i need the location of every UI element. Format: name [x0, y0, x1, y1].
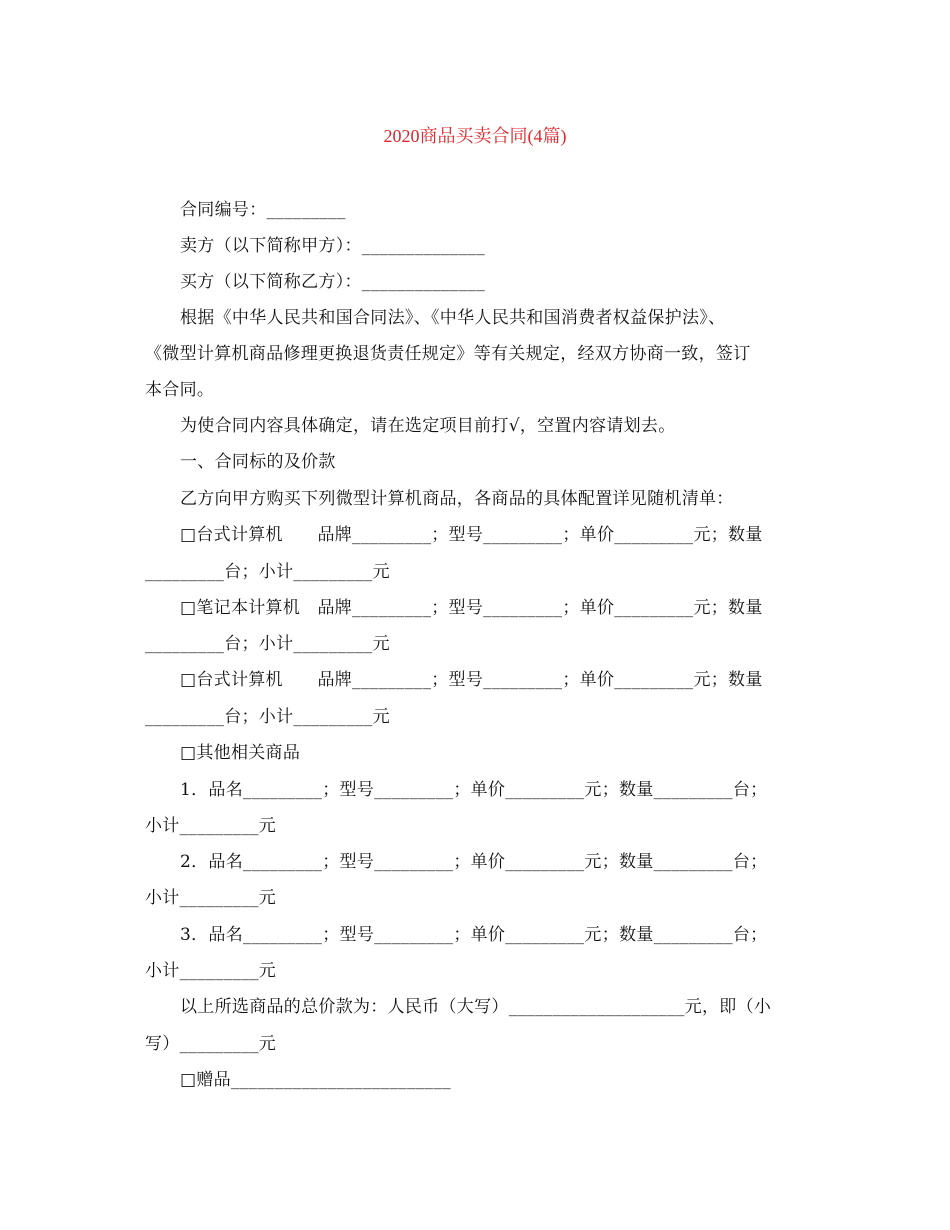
paragraph-line: 为使合同内容具体确定，请在选定项目前打√，空置内容请划去。 [180, 416, 676, 436]
buyer-line: 买方（以下简称乙方）：______________ [180, 272, 485, 292]
paragraph-line: 乙方向甲方购买下列微型计算机商品，各商品的具体配置详见随机清单： [180, 489, 734, 509]
seller-line: 卖方（以下简称甲方）：______________ [180, 236, 485, 256]
section-heading: 一、合同标的及价款 [180, 452, 336, 472]
item-line: _________台；小计_________元 [145, 634, 390, 654]
total-price-line: 写）_________元 [145, 1034, 277, 1054]
item-line: _________台；小计_________元 [145, 562, 390, 582]
gift-line: □赠品_________________________ [180, 1070, 451, 1090]
item-line: □其他相关商品 [180, 743, 301, 763]
item-line: 3．品名_________；型号_________；单价_________元；数量_________台； [180, 925, 768, 945]
paragraph-line: 根据《中华人民共和国合同法》、《中华人民共和国消费者权益保护法》、 [180, 308, 726, 328]
paragraph-line: 《微型计算机商品修理更换退货责任规定》等有关规定，经双方协商一致，签订 [145, 344, 751, 364]
item-line: 小计_________元 [145, 961, 277, 981]
paragraph-line: 本合同。 [145, 380, 215, 400]
item-line: 1．品名_________；型号_________；单价_________元；数量_________台； [180, 780, 768, 800]
item-line: □笔记本计算机 品牌_________；型号_________；单价_________元；数量 [180, 598, 763, 618]
total-price-line: 以上所选商品的总价款为：人民币（大写）____________________元，即（小 [180, 997, 772, 1017]
item-line: □台式计算机 品牌_________；型号_________；单价_________元；数量 [180, 670, 763, 690]
item-line: 小计_________元 [145, 888, 277, 908]
document-title: 2020商品买卖合同(4篇) [383, 126, 567, 146]
item-line: □台式计算机 品牌_________；型号_________；单价_________元；数量 [180, 525, 763, 545]
item-line: 小计_________元 [145, 816, 277, 836]
item-line: _________台；小计_________元 [145, 707, 390, 727]
item-line: 2．品名_________；型号_________；单价_________元；数量_________台； [180, 852, 768, 872]
contract-number-line: 合同编号：_________ [180, 200, 346, 220]
